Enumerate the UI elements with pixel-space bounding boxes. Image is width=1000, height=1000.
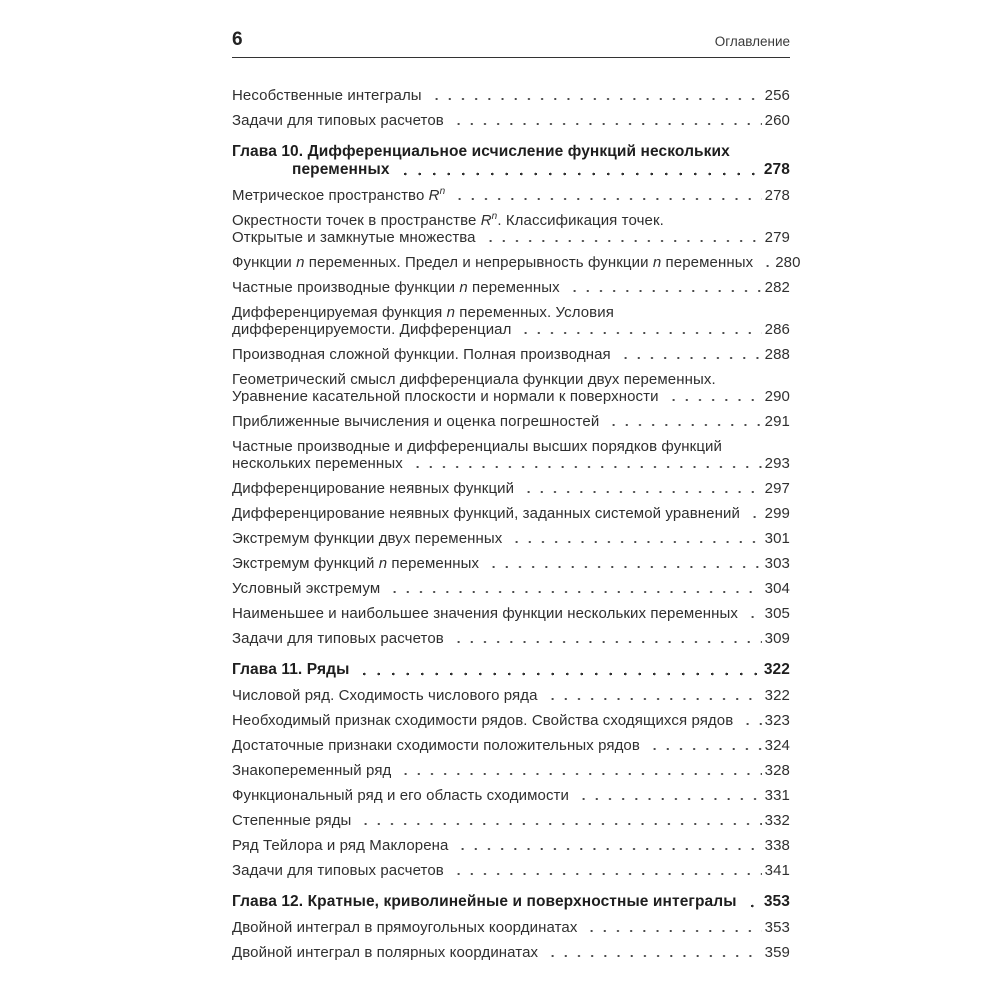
- entry-title: Открытые и замкнутые множества: [232, 229, 476, 246]
- toc-entry: [232, 580, 790, 597]
- entry-title: Задачи для типовых расчетов: [232, 862, 444, 879]
- dot-leader: [453, 837, 761, 854]
- dot-leader: [356, 812, 761, 829]
- dot-leader: [604, 413, 761, 430]
- toc-entry: [232, 413, 790, 430]
- page-number: 323: [764, 712, 790, 729]
- entry-last-line: [232, 187, 790, 204]
- page-number: 353: [764, 919, 790, 936]
- toc-entry: [232, 212, 790, 246]
- entry-last-line: [232, 480, 790, 497]
- dot-leader: [745, 505, 762, 522]
- chapter-heading: [232, 661, 790, 679]
- entry-last-line: [232, 388, 790, 405]
- entry-title: Задачи для типовых расчетов: [232, 112, 444, 129]
- page-number: 328: [764, 762, 790, 779]
- dot-leader: [449, 112, 762, 129]
- dot-leader: [395, 161, 761, 179]
- header-title: Оглавление: [714, 34, 790, 49]
- entry-last-line: [232, 862, 790, 879]
- page-number: 260: [764, 112, 790, 129]
- toc-entry: [232, 712, 790, 729]
- entry-title: Дифференцирование неявных функций, заданных системой уравнений: [232, 505, 740, 522]
- dot-leader: [742, 893, 761, 911]
- entry-title: Экстремум функции двух переменных: [232, 530, 503, 547]
- page-number: 290: [764, 388, 790, 405]
- page-number: 304: [764, 580, 790, 597]
- entry-last-line: [232, 279, 790, 296]
- entry-title: Знакопеременный ряд: [232, 762, 392, 779]
- dot-leader: [565, 279, 762, 296]
- toc-entry: [232, 787, 790, 804]
- page-number: 324: [764, 737, 790, 754]
- entry-last-line: [232, 893, 790, 911]
- page-number: 332: [764, 812, 790, 829]
- entry-title: Ряд Тейлора и ряд Маклорена: [232, 837, 449, 854]
- entry-title: Несобственные интегралы: [232, 87, 422, 104]
- entry-title: Кратные, криволинейные и поверхностные интегралы: [307, 893, 737, 910]
- entry-title: нескольких переменных: [232, 455, 403, 472]
- entry-line: Дифференцируемая функция n переменных. Условия: [232, 304, 614, 321]
- entry-last-line: [232, 87, 790, 104]
- page-number: 278: [764, 187, 790, 204]
- entry-last-line: [232, 530, 790, 547]
- page-number: 286: [764, 321, 790, 338]
- dot-leader: [516, 321, 761, 338]
- entry-title: Ряды: [306, 661, 350, 678]
- toc-list: [232, 87, 801, 961]
- toc-entry: [232, 762, 790, 779]
- toc-entry: [232, 87, 790, 104]
- page-number: 293: [764, 455, 790, 472]
- dot-leader: [450, 187, 761, 204]
- dot-leader: [543, 944, 762, 961]
- entry-title: Условный экстремум: [232, 580, 381, 597]
- page-header: [232, 30, 790, 58]
- entry-title: Достаточные признаки сходимости положительных рядов: [232, 737, 640, 754]
- entry-title: Метрическое пространство $R^n$: [232, 186, 446, 204]
- entry-last-line: [232, 944, 790, 961]
- dot-leader: [574, 787, 762, 804]
- page-number: 353: [763, 893, 790, 910]
- chapter-heading: [232, 893, 790, 911]
- toc-entry: [232, 438, 790, 472]
- entry-title: переменных: [292, 161, 390, 178]
- dot-leader: [582, 919, 761, 936]
- entry-last-line: [232, 161, 790, 179]
- page-number: 297: [764, 480, 790, 497]
- dot-leader: [449, 862, 762, 879]
- dot-leader: [484, 555, 762, 572]
- entry-last-line: [232, 229, 790, 246]
- dot-leader: [408, 455, 762, 472]
- toc-entry: [232, 605, 790, 622]
- toc-entry: [232, 187, 790, 204]
- toc-entry: [232, 862, 790, 879]
- entry-last-line: [232, 413, 790, 430]
- toc-entry: [232, 687, 790, 704]
- entry-title: Уравнение касательной плоскости и нормали к поверхности: [232, 388, 659, 405]
- entry-title: Задачи для типовых расчетов: [232, 630, 444, 647]
- dot-leader: [507, 530, 761, 547]
- entry-title: Наименьшее и наибольшее значения функции нескольких переменных: [232, 605, 739, 622]
- dot-leader: [758, 254, 772, 271]
- dot-leader: [385, 580, 761, 597]
- page-number: 341: [764, 862, 790, 879]
- entry-title: Приближенные вычисления и оценка погрешностей: [232, 413, 600, 430]
- entry-title: Экстремум функций n переменных: [232, 555, 480, 572]
- page-number: 278: [763, 161, 790, 178]
- entry-last-line: [232, 762, 790, 779]
- page-number: 299: [764, 505, 790, 522]
- toc-entry: [232, 630, 790, 647]
- entry-last-line: [232, 737, 790, 754]
- entry-last-line: [232, 505, 790, 522]
- dot-leader: [738, 712, 761, 729]
- entry-title: Производная сложной функции. Полная производная: [232, 346, 611, 363]
- entry-line: Глава 10. Дифференциальное исчисление функций нескольких: [232, 143, 730, 160]
- page-number: 322: [763, 661, 790, 678]
- dot-leader: [449, 630, 762, 647]
- page-number: 331: [764, 787, 790, 804]
- page-number-top: 6: [232, 29, 243, 50]
- entry-last-line: [232, 630, 790, 647]
- toc-entry: [232, 112, 790, 129]
- dot-leader: [427, 87, 762, 104]
- toc-entry: [232, 530, 790, 547]
- dot-leader: [396, 762, 761, 779]
- entry-last-line: [232, 687, 790, 704]
- entry-title: Двойной интеграл в прямоугольных координатах: [232, 919, 578, 936]
- entry-last-line: [232, 321, 790, 338]
- page-number: 282: [764, 279, 790, 296]
- dot-leader: [616, 346, 762, 363]
- page-number: 303: [764, 555, 790, 572]
- page-number: 309: [764, 630, 790, 647]
- page-number: 279: [764, 229, 790, 246]
- entry-last-line: [232, 112, 790, 129]
- entry-last-line: [232, 580, 790, 597]
- chapter-heading: [232, 143, 790, 179]
- entry-last-line: [232, 254, 801, 271]
- entry-title: Частные производные функции n переменных: [232, 279, 560, 296]
- toc-entry: [232, 346, 790, 363]
- entry-title: Числовой ряд. Сходимость числового ряда: [232, 687, 538, 704]
- toc-entry: [232, 279, 790, 296]
- entry-line: Частные производные и дифференциалы высших порядков функций: [232, 438, 722, 455]
- page-number: 256: [764, 87, 790, 104]
- page-content: [232, 29, 801, 969]
- chapter-label: Глава 11.: [232, 661, 303, 678]
- entry-line: Геометрический смысл дифференциала функции двух переменных.: [232, 371, 716, 388]
- page-number: 280: [775, 254, 801, 271]
- entry-title: Степенные ряды: [232, 812, 352, 829]
- chapter-label: Глава 12.: [232, 893, 304, 910]
- page-number: 305: [764, 605, 790, 622]
- entry-last-line: [232, 346, 790, 363]
- page-number: 288: [764, 346, 790, 363]
- toc-entry: [232, 254, 801, 271]
- toc-entry: [232, 505, 790, 522]
- dot-leader: [743, 605, 762, 622]
- entry-last-line: [232, 605, 790, 622]
- dot-leader: [519, 480, 762, 497]
- toc-entry: [232, 837, 790, 854]
- dot-leader: [645, 737, 762, 754]
- entry-last-line: [232, 837, 790, 854]
- page-number: 301: [764, 530, 790, 547]
- entry-last-line: [232, 555, 790, 572]
- entry-last-line: [232, 919, 790, 936]
- entry-title: Необходимый признак сходимости рядов. Свойства сходящихся рядов: [232, 712, 734, 729]
- entry-title: Функции n переменных. Предел и непрерывность функции n переменных: [232, 254, 754, 271]
- entry-line: Окрестности точек в пространстве $R^n$. Классификация точек.: [232, 211, 664, 229]
- entry-last-line: [232, 787, 790, 804]
- dot-leader: [543, 687, 762, 704]
- toc-entry: [232, 944, 790, 961]
- entry-last-line: [232, 812, 790, 829]
- page-number: 359: [764, 944, 790, 961]
- dot-leader: [481, 229, 762, 246]
- toc-entry: [232, 737, 790, 754]
- chapter-label: Глава 10.: [232, 143, 304, 160]
- entry-last-line: [232, 455, 790, 472]
- entry-last-line: [232, 712, 790, 729]
- page-number: 322: [764, 687, 790, 704]
- toc-entry: [232, 371, 790, 405]
- page-number: 338: [764, 837, 790, 854]
- entry-title: Двойной интеграл в полярных координатах: [232, 944, 539, 961]
- entry-title: дифференцируемости. Дифференциал: [232, 321, 512, 338]
- toc-entry: [232, 555, 790, 572]
- page-number: 291: [764, 413, 790, 430]
- entry-title: Дифференцирование неявных функций: [232, 480, 515, 497]
- toc-entry: [232, 304, 790, 338]
- dot-leader: [664, 388, 762, 405]
- dot-leader: [354, 661, 760, 679]
- toc-entry: [232, 812, 790, 829]
- entry-last-line: [232, 661, 790, 679]
- toc-entry: [232, 480, 790, 497]
- toc-entry: [232, 919, 790, 936]
- entry-title: Функциональный ряд и его область сходимости: [232, 787, 570, 804]
